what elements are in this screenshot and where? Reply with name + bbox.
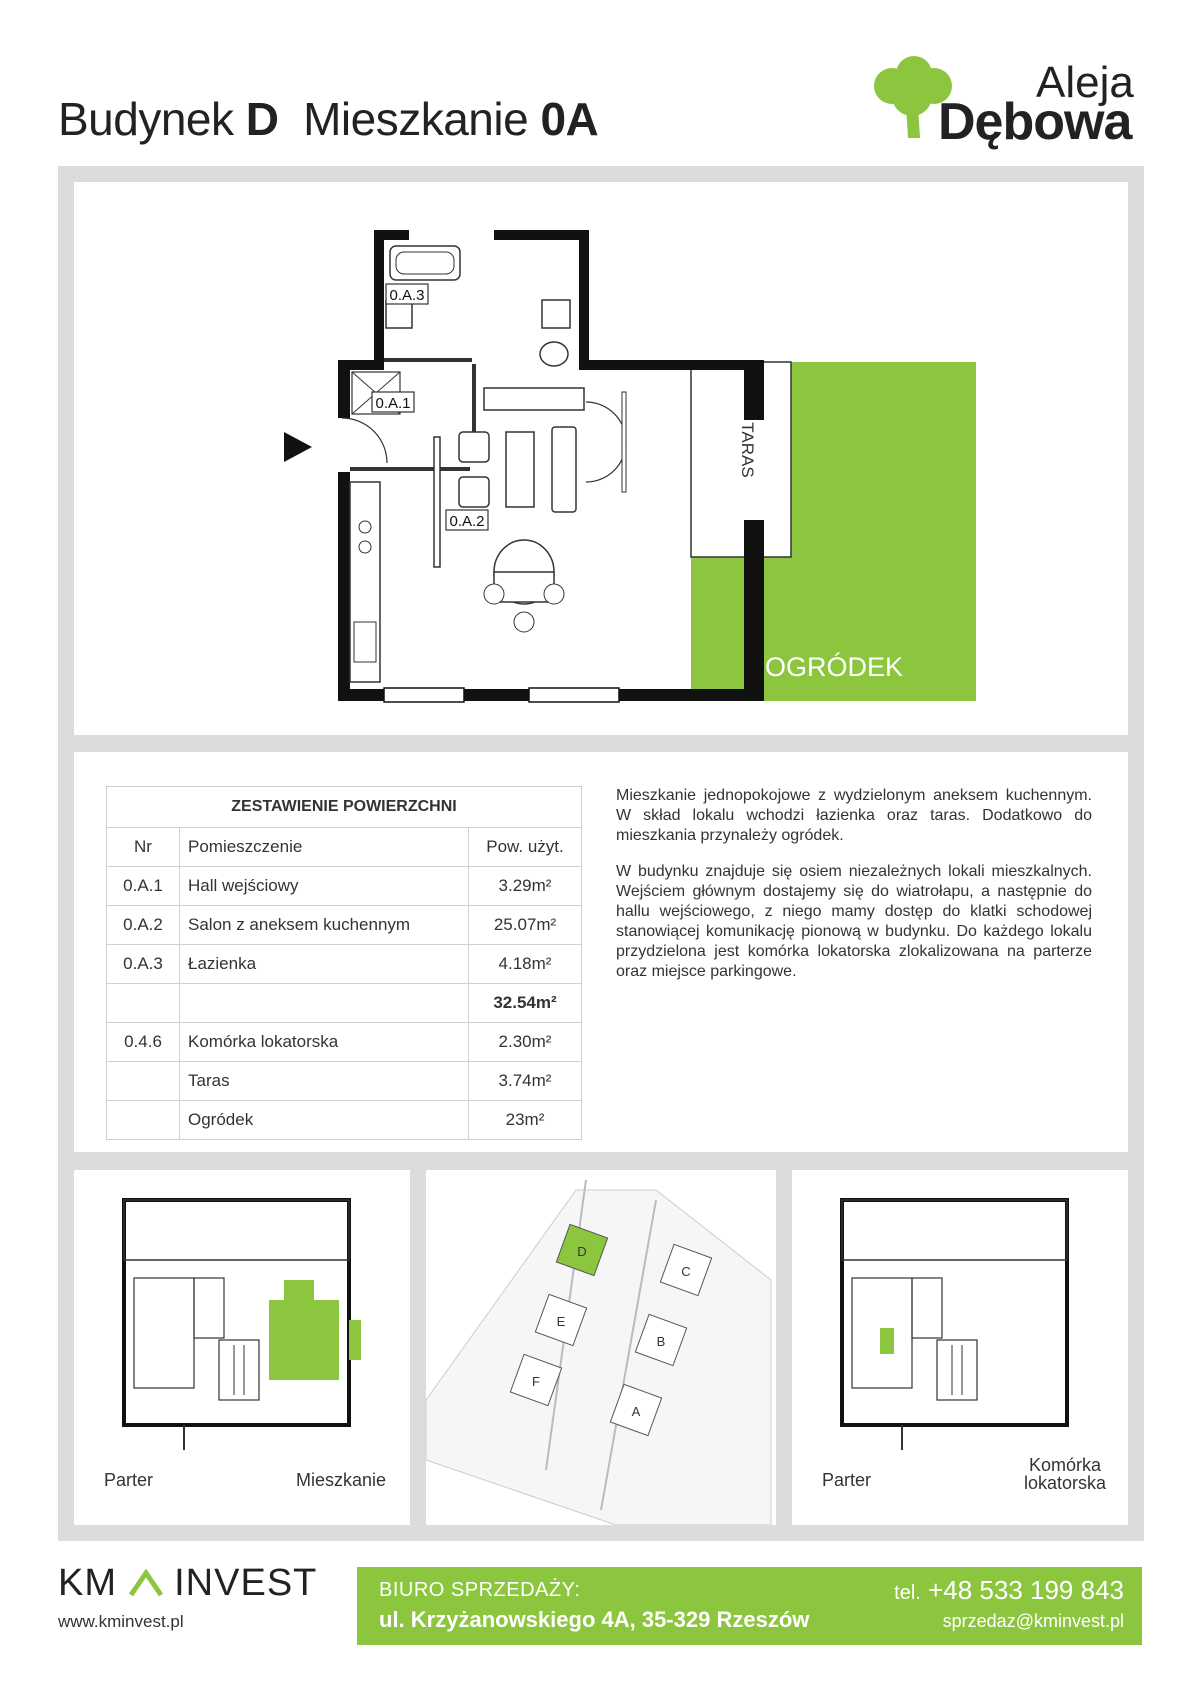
table-total-row [107,984,582,1023]
table-row [107,1062,582,1101]
logo-line2: Dębowa [938,93,1132,151]
row-name [180,984,469,1023]
apartment-label: Mieszkanie [303,93,529,145]
th-nr: Nr [107,828,180,867]
table-row [107,945,582,984]
row-name: Komórka lokatorska [180,1023,469,1062]
thumb1-label-right: Mieszkanie [296,1470,387,1490]
site-label: C [681,1264,691,1279]
thumb-ground-floor-apartment [74,1170,410,1525]
entrance-arrow-icon [284,432,312,462]
row-nr: 0.A.2 [107,906,180,945]
row-nr [107,1101,180,1140]
description-p1: Mieszkanie jednopokojowe z wydzielonym aneksem kuchennym. W skład lokalu wchodzi łazienka oraz taras. Dodatkowo do mieszkania przynależy ogródek. [616,787,1092,844]
sales-office-banner [357,1567,1142,1645]
site-plan [426,1170,776,1525]
thumb3-label-line2: lokatorska [1024,1473,1107,1493]
table-title: ZESTAWIENIE POWIERZCHNI [107,787,582,828]
row-nr [107,984,180,1023]
row-name: Salon z aneksem kuchennym [180,906,469,945]
email-link[interactable]: sprzedaz@kminvest.pl [942,1611,1124,1631]
building-label: Budynek [58,93,234,145]
building-value: D [245,93,279,145]
garden-label: OGRÓDEK [764,652,904,682]
room-label-0A2: 0.A.2 [449,513,485,530]
table-row [107,1023,582,1062]
table-header-row [107,828,582,867]
row-nr: 0.A.3 [107,945,180,984]
site-label: F [532,1374,540,1389]
room-label-0A3: 0.A.3 [389,287,425,304]
office-address: ul. Krzyżanowskiego 4A, 35-329 Rzeszów [379,1607,810,1632]
site-label: B [656,1334,666,1349]
row-area: 4.18m² [469,945,582,984]
info-panel [74,752,1128,1152]
table-row [107,867,582,906]
company-name-b: INVEST [174,1562,318,1604]
site-label: E [556,1314,566,1329]
description [616,786,1092,982]
row-name: Hall wejściowy [180,867,469,906]
tel-label: tel. [894,1582,921,1604]
row-nr: 0.4.6 [107,1023,180,1062]
thumb3-label-line1: Komórka [1029,1455,1102,1475]
row-area: 3.29m² [469,867,582,906]
thumb1-label-left: Parter [104,1470,154,1490]
row-nr [107,1062,180,1101]
site-label: D [577,1244,587,1259]
terrace-label: TARAS [738,422,757,478]
company-logo [58,1562,317,1605]
row-area: 25.07m² [469,906,582,945]
site-label: A [631,1404,641,1419]
room-label-0A1: 0.A.1 [375,395,411,412]
row-area: 3.74m² [469,1062,582,1101]
website-link[interactable]: www.kminvest.pl [58,1612,184,1631]
th-area: Pow. użyt. [469,828,582,867]
thumb3-label-left: Parter [822,1470,872,1490]
table-row [107,906,582,945]
floor-plan [74,182,1128,735]
thumb-ground-floor-storage [792,1170,1128,1525]
phone-line [894,1575,1124,1606]
row-name: Łazienka [180,945,469,984]
office-label: BIURO SPRZEDAŻY: [379,1579,581,1601]
description-p2: W budynku znajduje się osiem niezależnych lokali mieszkalnych. Wejściem głównym dostajemy się do wiatrołapu, a następnie do hallu wejściowego, z niego mamy dostęp do klatki schodowej stanowiącej komunikację pionową w budynku. Do każdego lokalu przydzielona jest komórka lokatorska zlokalizowana na parterze oraz miejsce parkingowe. [616,863,1092,980]
apartment-value: 0A [540,93,599,145]
row-name: Ogródek [180,1101,469,1140]
thumb-site-plan [426,1170,776,1525]
row-area: 2.30m² [469,1023,582,1062]
company-name-a: KM [58,1562,117,1604]
page-title [58,92,598,146]
floor-plan-panel [74,182,1128,735]
thumb3-label-right [1024,1456,1106,1492]
roof-icon [129,1569,163,1597]
table-row [107,1101,582,1140]
row-area-total: 32.54m² [469,984,582,1023]
row-nr: 0.A.1 [107,867,180,906]
area-table [106,786,582,1140]
phone-link[interactable]: +48 533 199 843 [928,1575,1124,1605]
th-room: Pomieszczenie [180,828,469,867]
row-name: Taras [180,1062,469,1101]
row-area: 23m² [469,1101,582,1140]
logo-line1: Aleja [1036,58,1134,107]
